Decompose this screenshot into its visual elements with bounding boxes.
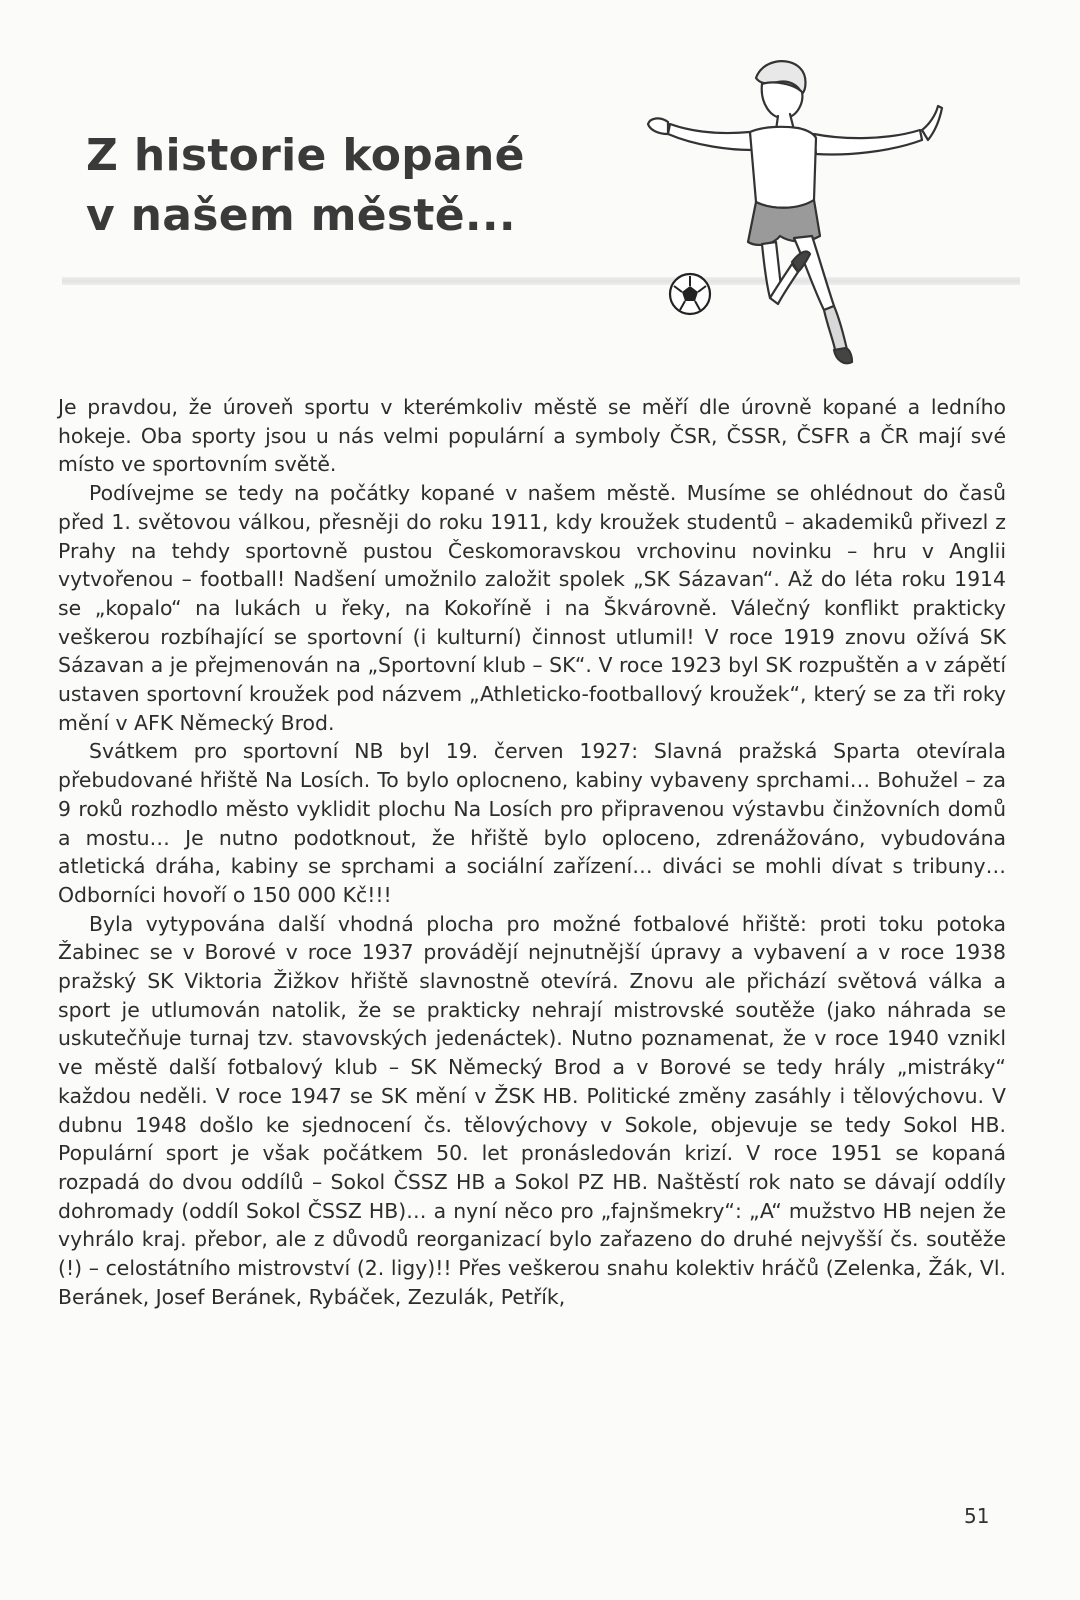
title-line-1: Z historie kopané bbox=[86, 130, 525, 181]
paragraph: Svátkem pro sportovní NB byl 19. červen 1927: Slavná pražská Sparta otevírala přebudované hřiště Na Losích. To bylo oplocneno, kabiny vybaveny sprchami… Bohužel – za 9 roků rozhodlo město vyklidit plochu Na Losích pro připravenou výstavbu činžovních domů a mostu… Je nutno podotknout, že hřiště bylo oploceno, zdrenážováno, vybudována atletická dráha, kabiny se sprchami a sociální zařízení… diváci se mohli dívat s tribuny… Odborníci hovoří o 150 000 Kč!!! bbox=[58, 739, 1006, 907]
football-player-illustration bbox=[638, 50, 968, 370]
page-number: 51 bbox=[964, 1504, 990, 1528]
paragraph: Je pravdou, že úroveň sportu v kterémkoliv městě se měří dle úrovně kopané a ledního hokeje. Oba sporty jsou u nás velmi populární a symboly ČSR, ČSSR, ČSFR a ČR mají své místo ve sportovním světě. bbox=[58, 395, 1006, 477]
title-line-2: v našem městě... bbox=[86, 190, 516, 241]
page-title bbox=[86, 126, 525, 246]
paragraph: Podívejme se tedy na počátky kopané v našem městě. Musíme se ohlédnout do časů před 1. světovou válkou, přesněji do roku 1911, kdy kroužek studentů – akademiků přivezl z Prahy na tehdy sportovně pustou Českomoravskou vrchovinu novinku – hru v Anglii vytvořenou – football! Nadšení umožnilo založit spolek „SK Sázavan“. Až do léta roku 1914 se „kopalo“ na lukách u řeky, na Kokoříně i na Škvárovně. Válečný konflikt prakticky veškerou rozbíhající se sportovní (i kulturní) činnost utlumil! V roce 1919 znovu ožívá SK Sázavan a je přejmenován na „Sportovní klub – SK“. V roce 1923 byl SK rozpuštěn a v zápětí ustaven sportovní kroužek pod názvem „Athleticko-footballový kroužek“, který se za tři roky mění v AFK Německý Brod. bbox=[58, 481, 1006, 735]
ball-icon bbox=[670, 274, 710, 314]
article-body bbox=[58, 393, 1006, 1312]
paragraph: Byla vytypována další vhodná plocha pro možné fotbalové hřiště: proti toku potoka Žabinec se v Borové v roce 1937 provádějí nejnutnější úpravy a vybavení a v roce 1938 pražský SK Viktoria Žižkov hřiště slavnostně otevírá. Znovu ale přichází světová válka a sport je utlumován natolik, že se prakticky nehrají mistrovské soutěže (jako náhrada se uskutečňuje turnaj tzv. stavovských jedenáctek). Nutno poznamenat, že v roce 1940 vznikl ve městě další fotbalový klub – SK Německý Brod a v Borové se tedy hrály „mistráky“ každou neděli. V roce 1947 se SK mění v ŽSK HB. Politické změny zasáhly i tělovýchovu. V dubnu 1948 došlo ke sjednocení čs. tělovýchovy v Sokole, objevuje se tedy Sokol HB. Populární sport je však počátkem 50. let pronásledován krizí. V roce 1951 se kopaná rozpadá do dvou oddílů – Sokol ČSSZ HB a Sokol PZ HB. Naštěstí rok nato se dávají oddíly dohromady (oddíl Sokol ČSSZ HB)… a nyní něco pro „fajnšmekry“: „A“ mužstvo HB nejen že vyhrálo kraj. přebor, ale z důvodů reorganizací bylo zařazeno do druhé nejvyšší čs. soutěže (!) – celostátního mistrovství (2. ligy)!! Přes veškerou snahu kolektiv hráčů (Zelenka, Žák, Vl. Beránek, Josef Beránek, Rybáček, Zezulák, Petřík, bbox=[58, 911, 1006, 1309]
